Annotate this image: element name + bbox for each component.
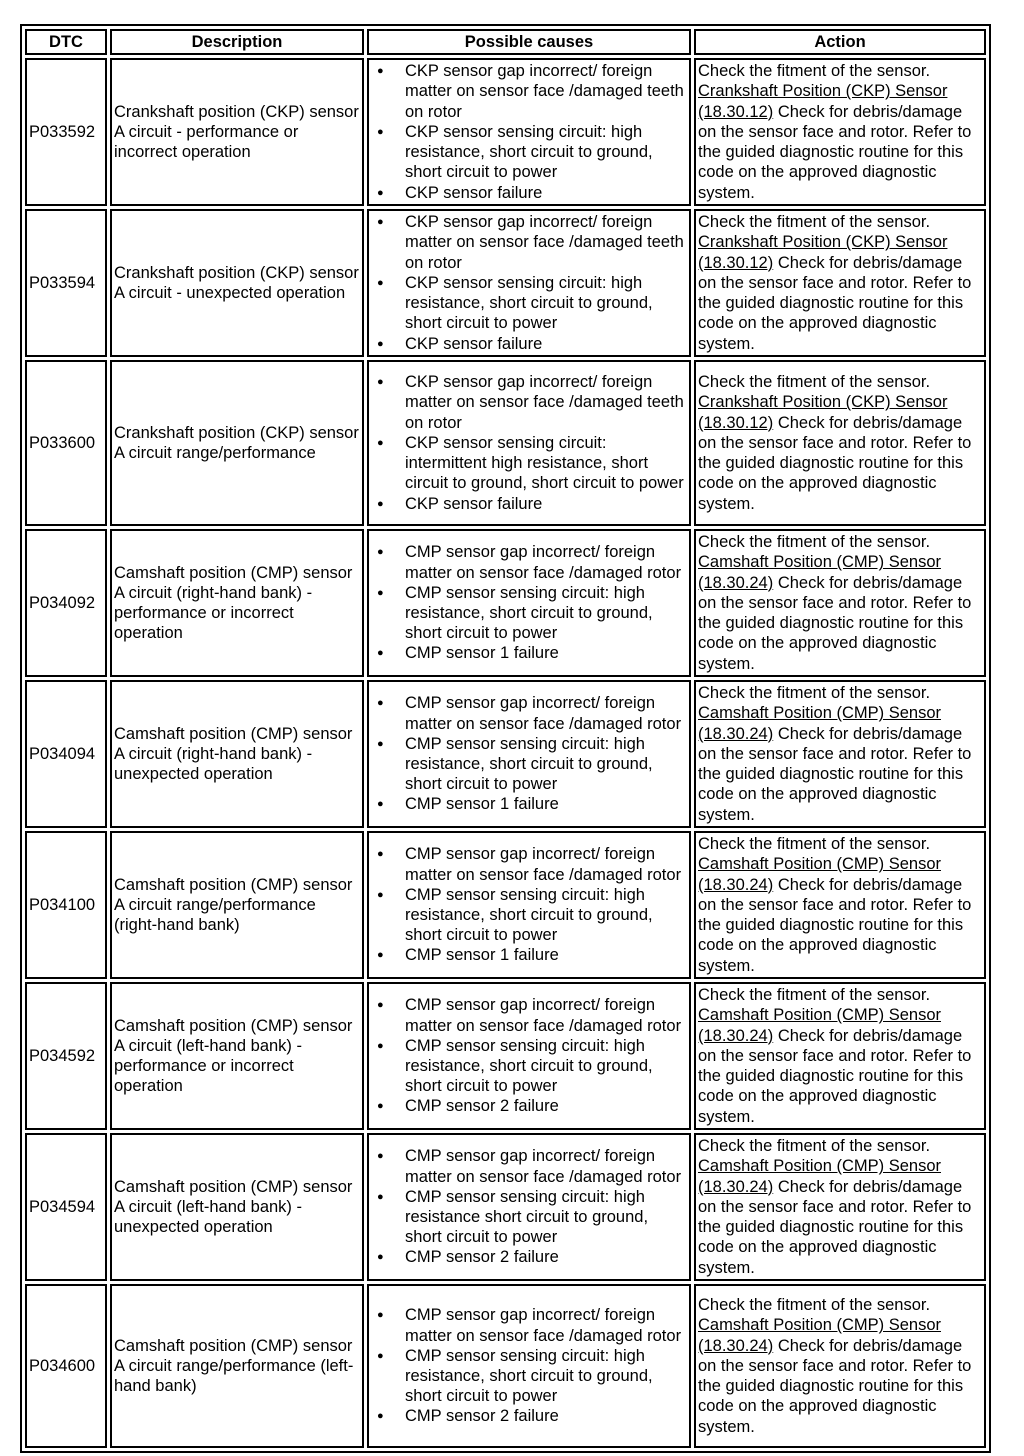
header-description: Description — [110, 29, 364, 55]
cause-list-item: ● CKP sensor gap incorrect/ foreign matter on sensor face /damaged teeth on rotor — [405, 61, 687, 122]
dtc-description: Camshaft position (CMP) sensor A circuit (right-hand bank) - performance or incorrect operation — [110, 529, 364, 677]
cause-list-item: ● CMP sensor 2 failure — [405, 1247, 687, 1267]
possible-causes-cell — [367, 209, 691, 357]
procedure-link[interactable]: Camshaft Position (CMP) Sensor (18.30.24) — [698, 704, 941, 743]
action-cell — [694, 1284, 986, 1448]
action-cell — [694, 58, 986, 206]
possible-causes-cell — [367, 1133, 691, 1281]
action-cell — [694, 982, 986, 1130]
action-text: Check for debris/damage on the sensor face and rotor. Refer to the guided diagnostic routine for this code on the approved diagnostic system. — [698, 724, 972, 824]
cause-list-item: ● CMP sensor 1 failure — [405, 643, 687, 663]
action-text: Check the fitment of the sensor. — [698, 1137, 931, 1156]
cause-list-item: ● CKP sensor gap incorrect/ foreign matter on sensor face /damaged teeth on rotor — [405, 212, 687, 273]
dtc-code: P034594 — [25, 1133, 107, 1281]
cause-list-item: ● CMP sensor gap incorrect/ foreign matter on sensor face /damaged rotor — [405, 1146, 687, 1186]
possible-causes-list — [371, 542, 687, 663]
possible-causes-cell — [367, 529, 691, 677]
possible-causes-cell — [367, 360, 691, 526]
cause-list-item: ● CMP sensor 1 failure — [405, 945, 687, 965]
table-row — [25, 1133, 986, 1281]
possible-causes-cell — [367, 58, 691, 206]
action-text: Check the fitment of the sensor. — [698, 835, 931, 854]
action-cell — [694, 209, 986, 357]
action-text: Check for debris/damage on the sensor face and rotor. Refer to the guided diagnostic routine for this code on the approved diagnostic system. — [698, 1026, 972, 1126]
cause-list-item: ● CMP sensor gap incorrect/ foreign matter on sensor face /damaged rotor — [405, 844, 687, 884]
table-row — [25, 58, 986, 206]
cause-list-item: ● CMP sensor sensing circuit: high resistance, short circuit to ground, short circuit to power — [405, 1036, 687, 1097]
cause-list-item: ● CMP sensor 2 failure — [405, 1096, 687, 1116]
dtc-description: Camshaft position (CMP) sensor A circuit (right-hand bank) - unexpected operation — [110, 680, 364, 828]
procedure-link[interactable]: Camshaft Position (CMP) Sensor (18.30.24) — [698, 1157, 941, 1196]
action-text: Check the fitment of the sensor. — [698, 684, 931, 703]
action-text: Check the fitment of the sensor. — [698, 62, 931, 81]
possible-causes-list — [371, 995, 687, 1116]
possible-causes-list — [371, 1146, 687, 1267]
action-text: Check for debris/damage on the sensor face and rotor. Refer to the guided diagnostic routine for this code on the approved diagnostic system. — [698, 102, 972, 202]
cause-list-item: ● CMP sensor sensing circuit: high resistance short circuit to ground, short circuit to power — [405, 1187, 687, 1248]
table-row — [25, 982, 986, 1130]
possible-causes-list — [371, 1305, 687, 1426]
possible-causes-list — [371, 693, 687, 814]
procedure-link[interactable]: Camshaft Position (CMP) Sensor (18.30.24) — [698, 1316, 941, 1355]
action-cell — [694, 529, 986, 677]
cause-list-item: ● CKP sensor failure — [405, 334, 687, 354]
cause-list-item: ● CKP sensor sensing circuit: high resistance, short circuit to ground, short circuit to power — [405, 122, 687, 183]
cause-list-item: ● CMP sensor sensing circuit: high resistance, short circuit to ground, short circuit to power — [405, 583, 687, 644]
action-text: Check the fitment of the sensor. — [698, 986, 931, 1005]
action-text: Check for debris/damage on the sensor face and rotor. Refer to the guided diagnostic routine for this code on the approved diagnostic system. — [698, 1177, 972, 1277]
dtc-description: Camshaft position (CMP) sensor A circuit range/performance (right-hand bank) — [110, 831, 364, 979]
cause-list-item: ● CKP sensor sensing circuit: intermittent high resistance, short circuit to ground, short circuit to power — [405, 433, 687, 494]
table-row — [25, 360, 986, 526]
dtc-code: P034100 — [25, 831, 107, 979]
action-cell — [694, 360, 986, 526]
cause-list-item: ● CKP sensor gap incorrect/ foreign matter on sensor face /damaged teeth on rotor — [405, 372, 687, 433]
procedure-link[interactable]: Crankshaft Position (CKP) Sensor (18.30.12) — [698, 82, 948, 121]
dtc-code: P033592 — [25, 58, 107, 206]
action-text: Check the fitment of the sensor. — [698, 213, 931, 232]
cause-list-item: ● CKP sensor sensing circuit: high resistance, short circuit to ground, short circuit to power — [405, 273, 687, 334]
action-text: Check for debris/damage on the sensor face and rotor. Refer to the guided diagnostic routine for this code on the approved diagnostic system. — [698, 253, 972, 353]
procedure-link[interactable]: Camshaft Position (CMP) Sensor (18.30.24) — [698, 855, 941, 894]
table-row — [25, 209, 986, 357]
table-body — [25, 58, 986, 1448]
possible-causes-list — [371, 212, 687, 353]
dtc-description: Camshaft position (CMP) sensor A circuit range/performance (left-hand bank) — [110, 1284, 364, 1448]
cause-list-item: ● CMP sensor 1 failure — [405, 794, 687, 814]
cause-list-item: ● CKP sensor failure — [405, 183, 687, 203]
cause-list-item: ● CMP sensor gap incorrect/ foreign matter on sensor face /damaged rotor — [405, 1305, 687, 1345]
dtc-code: P034092 — [25, 529, 107, 677]
table-row — [25, 831, 986, 979]
dtc-code: P033594 — [25, 209, 107, 357]
dtc-description: Camshaft position (CMP) sensor A circuit (left-hand bank) - unexpected operation — [110, 1133, 364, 1281]
table-row — [25, 1284, 986, 1448]
cause-list-item: ● CMP sensor sensing circuit: high resistance, short circuit to ground, short circuit to power — [405, 1346, 687, 1407]
cause-list-item: ● CMP sensor gap incorrect/ foreign matter on sensor face /damaged rotor — [405, 995, 687, 1035]
dtc-description: Crankshaft position (CKP) sensor A circuit range/performance — [110, 360, 364, 526]
action-text: Check for debris/damage on the sensor face and rotor. Refer to the guided diagnostic routine for this code on the approved diagnostic system. — [698, 875, 972, 975]
procedure-link[interactable]: Camshaft Position (CMP) Sensor (18.30.24) — [698, 1006, 941, 1045]
cause-list-item: ● CKP sensor failure — [405, 494, 687, 514]
header-action: Action — [694, 29, 986, 55]
action-text: Check for debris/damage on the sensor face and rotor. Refer to the guided diagnostic routine for this code on the approved diagnostic system. — [698, 413, 972, 513]
action-cell — [694, 680, 986, 828]
action-text: Check for debris/damage on the sensor face and rotor. Refer to the guided diagnostic routine for this code on the approved diagnostic system. — [698, 1336, 972, 1436]
cause-list-item: ● CMP sensor sensing circuit: high resistance, short circuit to ground, short circuit to power — [405, 734, 687, 795]
action-cell — [694, 1133, 986, 1281]
header-dtc: DTC — [25, 29, 107, 55]
action-text: Check the fitment of the sensor. — [698, 373, 931, 392]
cause-list-item: ● CMP sensor gap incorrect/ foreign matter on sensor face /damaged rotor — [405, 542, 687, 582]
dtc-description: Crankshaft position (CKP) sensor A circuit - performance or incorrect operation — [110, 58, 364, 206]
possible-causes-list — [371, 61, 687, 202]
action-cell — [694, 831, 986, 979]
action-text: Check the fitment of the sensor. — [698, 533, 931, 552]
possible-causes-cell — [367, 1284, 691, 1448]
table-row — [25, 680, 986, 828]
table-row — [25, 529, 986, 677]
cause-list-item: ● CMP sensor sensing circuit: high resistance, short circuit to ground, short circuit to power — [405, 885, 687, 946]
dtc-description: Crankshaft position (CKP) sensor A circuit - unexpected operation — [110, 209, 364, 357]
possible-causes-cell — [367, 982, 691, 1130]
possible-causes-cell — [367, 831, 691, 979]
possible-causes-list — [371, 372, 687, 513]
action-text: Check for debris/damage on the sensor face and rotor. Refer to the guided diagnostic routine for this code on the approved diagnostic system. — [698, 573, 972, 673]
dtc-code: P034592 — [25, 982, 107, 1130]
cause-list-item: ● CMP sensor 2 failure — [405, 1406, 687, 1426]
procedure-link[interactable]: Camshaft Position (CMP) Sensor (18.30.24) — [698, 553, 941, 592]
dtc-code: P034094 — [25, 680, 107, 828]
possible-causes-cell — [367, 680, 691, 828]
header-possible-causes: Possible causes — [367, 29, 691, 55]
action-text: Check the fitment of the sensor. — [698, 1296, 931, 1315]
possible-causes-list — [371, 844, 687, 965]
procedure-link[interactable]: Crankshaft Position (CKP) Sensor (18.30.12) — [698, 233, 948, 272]
dtc-code: P034600 — [25, 1284, 107, 1448]
header-row — [25, 29, 986, 55]
cause-list-item: ● CMP sensor gap incorrect/ foreign matter on sensor face /damaged rotor — [405, 693, 687, 733]
dtc-description: Camshaft position (CMP) sensor A circuit (left-hand bank) - performance or incorrect operation — [110, 982, 364, 1130]
procedure-link[interactable]: Crankshaft Position (CKP) Sensor (18.30.12) — [698, 393, 948, 432]
dtc-table — [20, 24, 991, 1453]
dtc-code: P033600 — [25, 360, 107, 526]
